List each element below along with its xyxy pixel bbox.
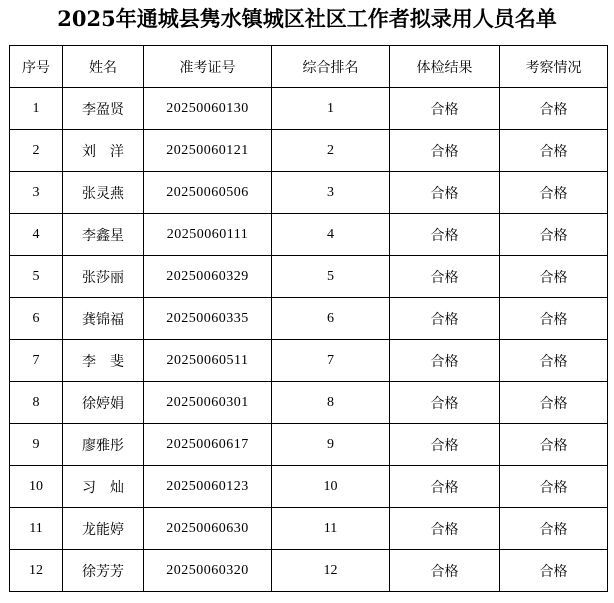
cell-name: 张灵燕: [63, 172, 144, 214]
cell-overall-rank: 9: [272, 424, 390, 466]
cell-inspection-result: 合格: [500, 550, 608, 592]
cell-name: 李盈贤: [63, 88, 144, 130]
cell-inspection-result: 合格: [500, 172, 608, 214]
cell-overall-rank: 11: [272, 508, 390, 550]
cell-serial-number: 9: [10, 424, 63, 466]
cell-name: 龙能婷: [63, 508, 144, 550]
cell-overall-rank: 3: [272, 172, 390, 214]
cell-exam-id: 20250060506: [144, 172, 272, 214]
cell-inspection-result: 合格: [500, 508, 608, 550]
cell-name: 张莎丽: [63, 256, 144, 298]
table-row: [10, 256, 608, 298]
table-row: [10, 130, 608, 172]
cell-overall-rank: 7: [272, 340, 390, 382]
table-row: [10, 424, 608, 466]
cell-medical-result: 合格: [390, 88, 500, 130]
cell-inspection-result: 合格: [500, 256, 608, 298]
cell-exam-id: 20250060320: [144, 550, 272, 592]
cell-exam-id: 20250060329: [144, 256, 272, 298]
table-row: [10, 214, 608, 256]
cell-serial-number: 11: [10, 508, 63, 550]
cell-name: 龚锦福: [63, 298, 144, 340]
cell-exam-id: 20250060111: [144, 214, 272, 256]
cell-medical-result: 合格: [390, 172, 500, 214]
cell-exam-id: 20250060617: [144, 424, 272, 466]
cell-exam-id: 20250060130: [144, 88, 272, 130]
cell-serial-number: 8: [10, 382, 63, 424]
cell-medical-result: 合格: [390, 382, 500, 424]
header-medical-result: 体检结果: [390, 46, 500, 88]
cell-overall-rank: 12: [272, 550, 390, 592]
cell-exam-id: 20250060121: [144, 130, 272, 172]
cell-overall-rank: 4: [272, 214, 390, 256]
cell-medical-result: 合格: [390, 214, 500, 256]
table-header-row: [10, 46, 608, 88]
cell-serial-number: 10: [10, 466, 63, 508]
cell-serial-number: 4: [10, 214, 63, 256]
cell-medical-result: 合格: [390, 298, 500, 340]
table-row: [10, 340, 608, 382]
header-name: 姓名: [63, 46, 144, 88]
cell-inspection-result: 合格: [500, 340, 608, 382]
cell-overall-rank: 5: [272, 256, 390, 298]
candidate-table: [9, 45, 608, 592]
cell-overall-rank: 6: [272, 298, 390, 340]
cell-name: 徐婷娟: [63, 382, 144, 424]
cell-medical-result: 合格: [390, 130, 500, 172]
cell-inspection-result: 合格: [500, 424, 608, 466]
cell-serial-number: 12: [10, 550, 63, 592]
cell-inspection-result: 合格: [500, 382, 608, 424]
table-row: [10, 298, 608, 340]
header-inspection-result: 考察情况: [500, 46, 608, 88]
cell-name: 习 灿: [63, 466, 144, 508]
cell-name: 李 斐: [63, 340, 144, 382]
header-serial-number: 序号: [10, 46, 63, 88]
cell-serial-number: 2: [10, 130, 63, 172]
cell-overall-rank: 1: [272, 88, 390, 130]
cell-overall-rank: 10: [272, 466, 390, 508]
table-row: [10, 466, 608, 508]
cell-overall-rank: 8: [272, 382, 390, 424]
header-overall-rank: 综合排名: [272, 46, 390, 88]
table-row: [10, 382, 608, 424]
cell-serial-number: 1: [10, 88, 63, 130]
cell-overall-rank: 2: [272, 130, 390, 172]
cell-inspection-result: 合格: [500, 130, 608, 172]
page-title: 2025年通城县隽水镇城区社区工作者拟录用人员名单: [57, 6, 557, 31]
cell-exam-id: 20250060123: [144, 466, 272, 508]
cell-name: 廖雅彤: [63, 424, 144, 466]
cell-exam-id: 20250060301: [144, 382, 272, 424]
cell-name: 李鑫星: [63, 214, 144, 256]
cell-serial-number: 6: [10, 298, 63, 340]
table-row: [10, 550, 608, 592]
cell-serial-number: 5: [10, 256, 63, 298]
cell-medical-result: 合格: [390, 256, 500, 298]
cell-medical-result: 合格: [390, 508, 500, 550]
cell-exam-id: 20250060630: [144, 508, 272, 550]
cell-exam-id: 20250060335: [144, 298, 272, 340]
cell-serial-number: 7: [10, 340, 63, 382]
table-row: [10, 88, 608, 130]
table-row: [10, 172, 608, 214]
cell-medical-result: 合格: [390, 340, 500, 382]
cell-inspection-result: 合格: [500, 88, 608, 130]
cell-medical-result: 合格: [390, 424, 500, 466]
cell-serial-number: 3: [10, 172, 63, 214]
cell-inspection-result: 合格: [500, 298, 608, 340]
table-row: [10, 508, 608, 550]
header-exam-id: 准考证号: [144, 46, 272, 88]
cell-inspection-result: 合格: [500, 466, 608, 508]
cell-exam-id: 20250060511: [144, 340, 272, 382]
cell-medical-result: 合格: [390, 550, 500, 592]
cell-medical-result: 合格: [390, 466, 500, 508]
cell-inspection-result: 合格: [500, 214, 608, 256]
cell-name: 刘 洋: [63, 130, 144, 172]
cell-name: 徐芳芳: [63, 550, 144, 592]
